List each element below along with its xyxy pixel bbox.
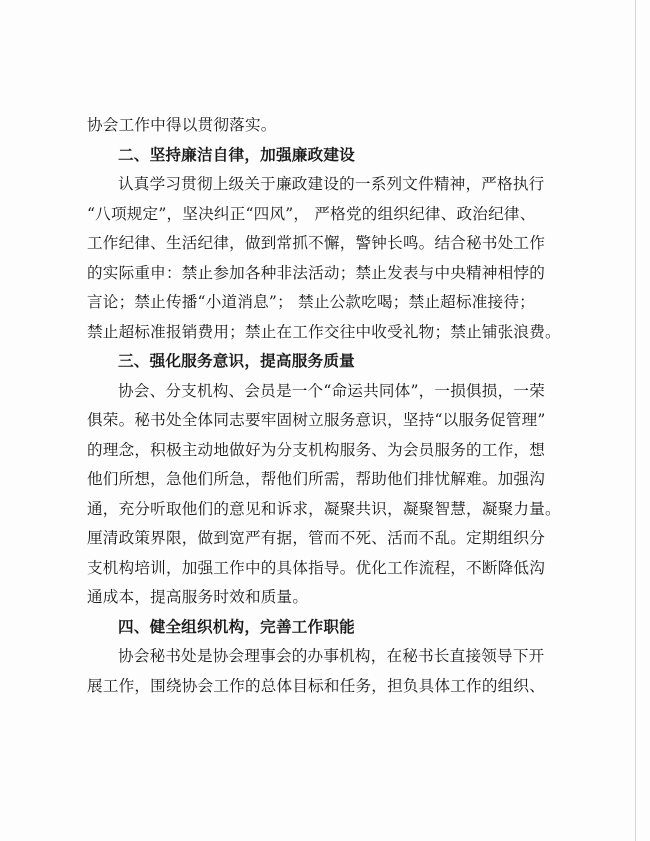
section-heading-2: 二、坚持廉洁自律，加强廉政建设 xyxy=(118,145,355,164)
text-line: 的实际重申：禁止参加各种非法活动；禁止发表与中央精神相悖的 xyxy=(87,263,546,282)
text-line: 工作纪律、生活纪律，做到常抓不懈，警钟长鸣。结合秘书处工作 xyxy=(87,234,546,252)
text-line: 协会工作中得以贯彻落实。 xyxy=(87,116,277,134)
section-heading-3: 三、强化服务意识，提高服务质量 xyxy=(118,352,355,370)
text-line: 通成本，提高服务时效和质量。 xyxy=(87,588,309,606)
section-heading-4: 四、健全组织机构，完善工作职能 xyxy=(118,617,355,636)
text-line: 他们所想，急他们所急，帮他们所需，帮助他们排忧解难。加强沟 xyxy=(87,470,546,488)
text-line: 通，充分听取他们的意见和诉求，凝聚共识，凝聚智慧，凝聚力量。 xyxy=(87,499,561,518)
text-line: 认真学习贯彻上级关于廉政建设的一系列文件精神，严格执行 xyxy=(118,175,545,193)
page-edge-shadow xyxy=(635,0,636,841)
text-line: 展工作，围绕协会工作的总体目标和任务，担负具体工作的组织、 xyxy=(87,676,546,695)
text-line: 协会秘书处是协会理事会的办事机构，在秘书长直接领导下开 xyxy=(118,647,545,665)
text-line: 俱荣。秘书处全体同志要牢固树立服务意识，坚持“以服务促管理” xyxy=(87,411,546,429)
document-body xyxy=(87,111,577,701)
text-line: “八项规定”，坚决纠正“四风”， 严格党的组织纪律、政治纪律、 xyxy=(87,204,536,223)
text-line: 协会、分支机构、会员是一个“命运共同体”，一损俱损，一荣 xyxy=(118,381,545,400)
text-line: 厘清政策界限，做到宽严有据，管而不死、活而不乱。定期组织分 xyxy=(87,529,546,547)
text-line: 的理念，积极主动地做好为分支机构服务、为会员服务的工作，想 xyxy=(87,440,546,459)
text-line: 禁止超标准报销费用；禁止在工作交往中收受礼物；禁止铺张浪费。 xyxy=(87,322,561,341)
text-line: 支机构培训，加强工作中的具体指导。优化工作流程，不断降低沟 xyxy=(87,558,546,577)
text-line: 言论；禁止传播“小道消息”； 禁止公款吃喝；禁止超标准接待； xyxy=(87,293,535,311)
